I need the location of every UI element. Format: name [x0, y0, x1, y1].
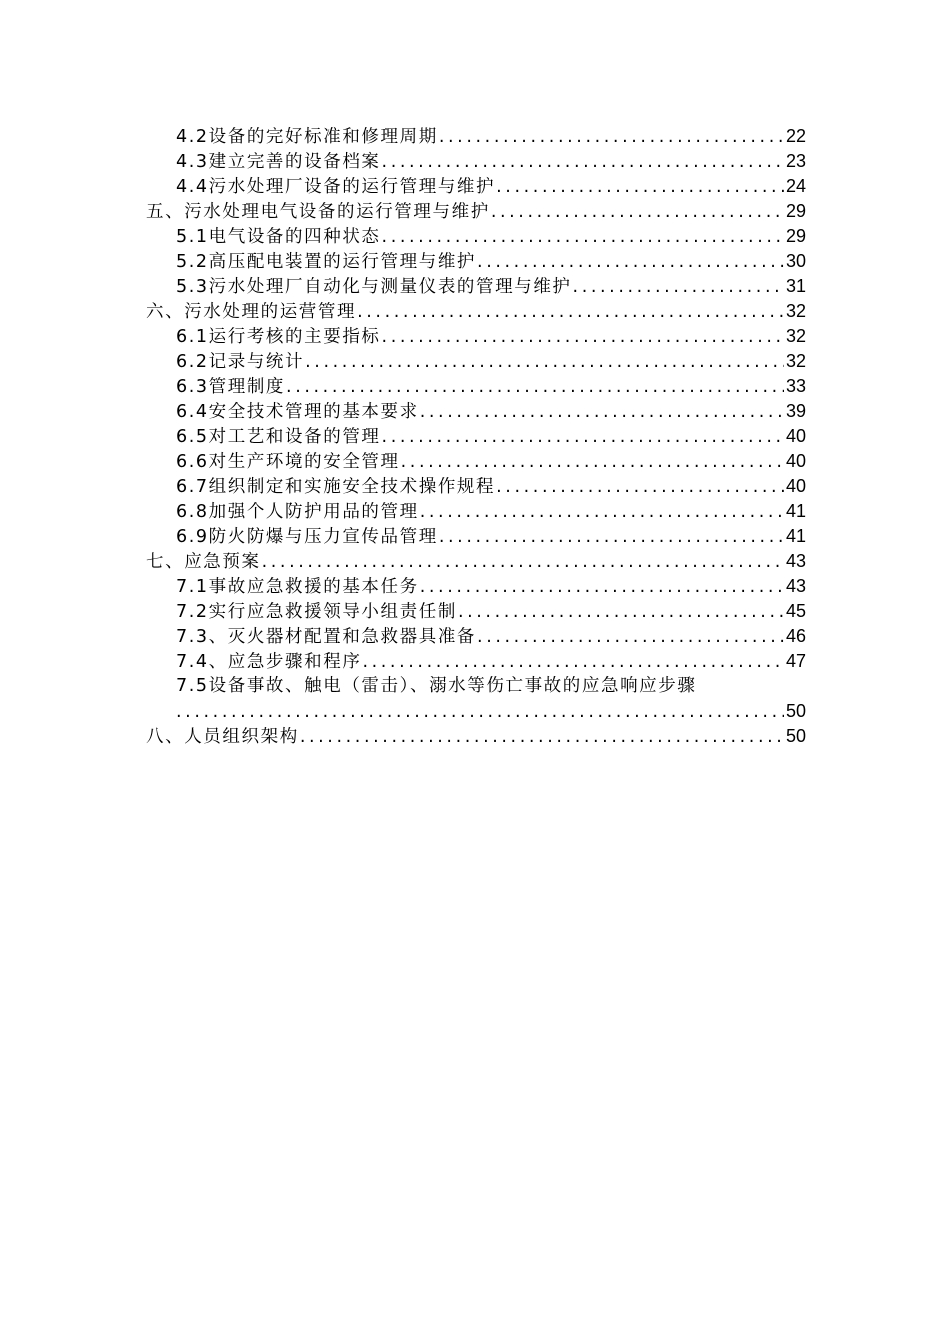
toc-entry-page: 45 [785, 601, 806, 621]
toc-entry[interactable] [146, 649, 806, 674]
toc-entry-title: 4.2设备的完好标准和修理周期 [176, 127, 438, 147]
dot-leader [300, 725, 784, 750]
toc-entry-title: 5.2高压配电装置的运行管理与维护 [176, 252, 477, 272]
toc-entry-title: 6.2记录与统计 [176, 352, 305, 372]
toc-entry[interactable] [146, 574, 806, 599]
toc-entry-title: 7.1事故应急救援的基本任务 [176, 577, 419, 597]
toc-entry-page: 31 [785, 276, 806, 296]
dot-leader [262, 550, 784, 575]
toc-entry-page: 32 [785, 326, 806, 346]
toc-entry-page: 40 [785, 426, 806, 446]
toc-entry[interactable] [146, 674, 806, 699]
dot-leader [176, 700, 784, 725]
toc-entry-title: 6.4安全技术管理的基本要求 [176, 402, 419, 422]
toc-entry-page: 24 [785, 176, 806, 196]
toc-entry-title: 七、应急预案 [146, 552, 261, 572]
toc-entry[interactable] [146, 724, 806, 749]
dot-leader [286, 375, 784, 400]
toc-entry[interactable] [146, 599, 806, 624]
dot-leader [439, 525, 784, 550]
toc-entry[interactable] [146, 449, 806, 474]
toc-entry-page: 46 [785, 626, 806, 646]
toc-entry-continuation[interactable] [146, 699, 806, 724]
dot-leader [458, 600, 784, 625]
toc-entry[interactable] [146, 224, 806, 249]
toc-entry[interactable] [146, 524, 806, 549]
dot-leader [420, 575, 784, 600]
toc-entry[interactable] [146, 149, 806, 174]
dot-leader [305, 350, 784, 375]
toc-entry-page: 30 [785, 251, 806, 271]
toc-entry-title: 5.1电气设备的四种状态 [176, 227, 381, 247]
toc-entry-title: 五、污水处理电气设备的运行管理与维护 [146, 202, 490, 222]
toc-entry-title: 6.8加强个人防护用品的管理 [176, 502, 419, 522]
dot-leader [496, 175, 784, 200]
toc-entry[interactable] [146, 174, 806, 199]
toc-entry[interactable] [146, 324, 806, 349]
dot-leader [401, 450, 784, 475]
dot-leader [573, 275, 784, 300]
dot-leader [357, 300, 784, 325]
toc-entry-title: 六、污水处理的运营管理 [146, 302, 357, 322]
toc-entry-page: 41 [785, 526, 806, 546]
toc-entry-title: 7.5设备事故、触电（雷击）、溺水等伤亡事故的应急响应步骤 [176, 676, 697, 696]
toc-entry-title: 八、人员组织架构 [146, 727, 299, 747]
toc-entry-title: 6.6对生产环境的安全管理 [176, 452, 400, 472]
toc-entry-title: 7.4、应急步骤和程序 [176, 652, 362, 672]
dot-leader [420, 500, 784, 525]
toc-entry[interactable] [146, 199, 806, 224]
toc-entry[interactable] [146, 274, 806, 299]
toc-entry[interactable] [146, 374, 806, 399]
toc-entry-page: 47 [785, 651, 806, 671]
toc-entry-title: 6.9防火防爆与压力宣传品管理 [176, 527, 438, 547]
toc-entry-title: 4.4污水处理厂设备的运行管理与维护 [176, 177, 496, 197]
toc-entry-page: 22 [785, 126, 806, 146]
dot-leader [477, 625, 784, 650]
toc-entry[interactable] [146, 499, 806, 524]
toc-entry-page: 41 [785, 501, 806, 521]
toc-entry-title: 6.5对工艺和设备的管理 [176, 427, 381, 447]
table-of-contents [146, 124, 806, 749]
toc-entry[interactable] [146, 549, 806, 574]
toc-entry-title: 7.2实行应急救援领导小组责任制 [176, 602, 457, 622]
toc-entry[interactable] [146, 474, 806, 499]
toc-entry-page: 29 [785, 226, 806, 246]
toc-entry-title: 6.1运行考核的主要指标 [176, 327, 381, 347]
toc-entry[interactable] [146, 399, 806, 424]
toc-entry-page: 33 [785, 376, 806, 396]
toc-entry-page: 32 [785, 301, 806, 321]
toc-entry-page: 32 [785, 351, 806, 371]
dot-leader [382, 225, 784, 250]
dot-leader [496, 475, 784, 500]
toc-entry-page: 40 [785, 476, 806, 496]
dot-leader [382, 425, 784, 450]
dot-leader [439, 125, 784, 150]
toc-entry-page: 40 [785, 451, 806, 471]
toc-entry-title: 5.3污水处理厂自动化与测量仪表的管理与维护 [176, 277, 572, 297]
toc-entry-page: 50 [785, 726, 806, 746]
toc-entry-page: 43 [785, 576, 806, 596]
toc-entry[interactable] [146, 249, 806, 274]
dot-leader [382, 325, 784, 350]
toc-entry[interactable] [146, 299, 806, 324]
dot-leader [491, 200, 784, 225]
toc-entry-title: 7.3、灭火器材配置和急救器具准备 [176, 627, 477, 647]
toc-entry-title: 4.3建立完善的设备档案 [176, 152, 381, 172]
dot-leader [420, 400, 784, 425]
toc-entry-page: 23 [785, 151, 806, 171]
toc-entry[interactable] [146, 349, 806, 374]
toc-entry-title: 6.3管理制度 [176, 377, 286, 397]
dot-leader [382, 150, 784, 175]
toc-entry[interactable] [146, 624, 806, 649]
toc-entry-page: 43 [785, 551, 806, 571]
dot-leader [362, 650, 784, 675]
toc-entry[interactable] [146, 124, 806, 149]
toc-entry-page: 39 [785, 401, 806, 421]
toc-entry-title: 6.7组织制定和实施安全技术操作规程 [176, 477, 496, 497]
toc-entry-page: 50 [785, 701, 806, 721]
toc-entry[interactable] [146, 424, 806, 449]
dot-leader [477, 250, 784, 275]
toc-entry-page: 29 [785, 201, 806, 221]
